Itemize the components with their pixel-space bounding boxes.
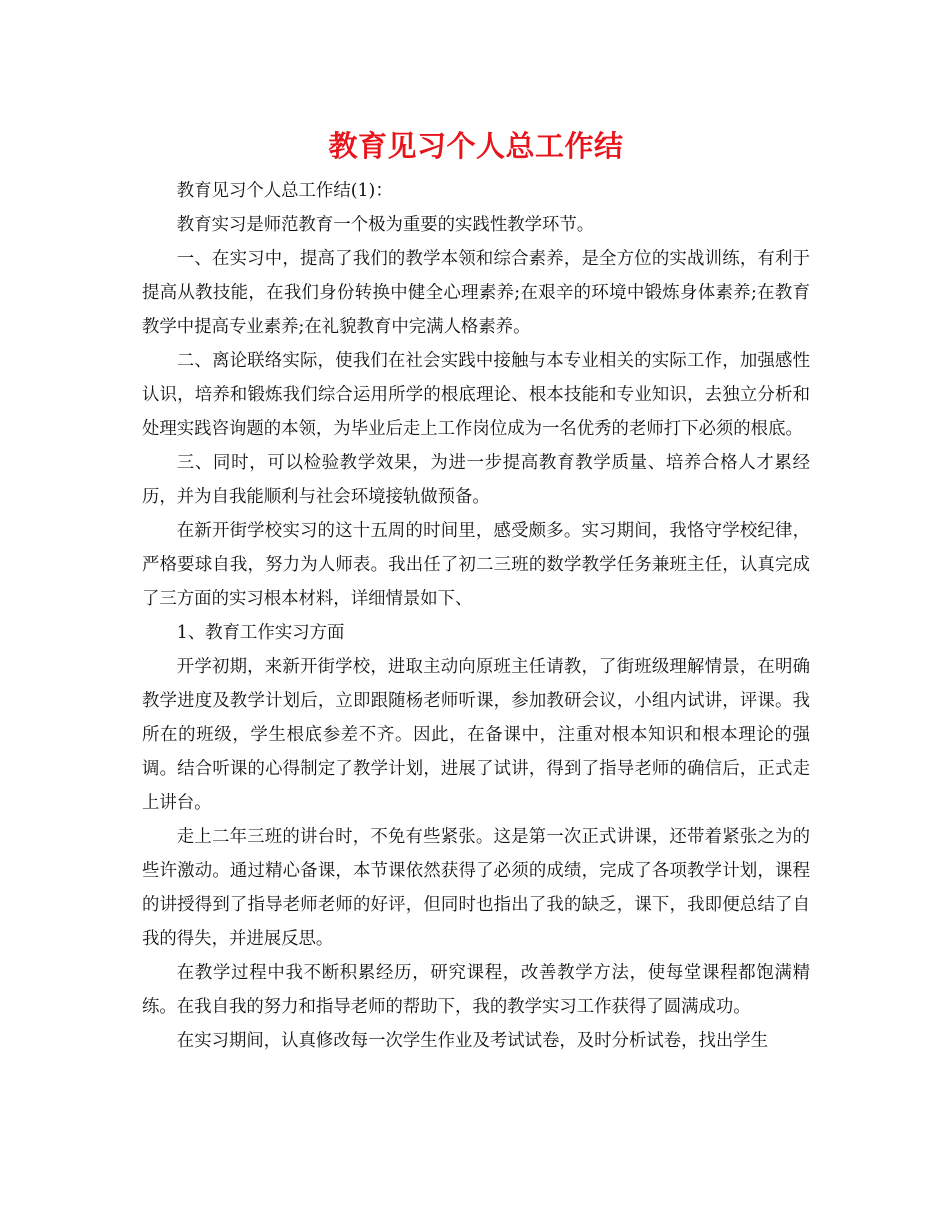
paragraph: 三、同时，可以检验教学效果，为进一步提高教育教学质量、培养合格人才累经历，并为自我能顺利与社会环境接轨做预备。 — [142, 453, 810, 507]
paragraph: 走上二年三班的讲台时，不免有些紧张。这是第一次正式讲课，还带着紧张之为的些许激动。通过精心备课，本节课依然获得了必须的成绩，完成了各项教学计划，课程的讲授得到了指导老师老师的好评，但同时也指出了我的缺乏，课下，我即便总结了自我的得失，并进展反思。 — [142, 827, 810, 949]
paragraph: 在教学过程中我不断积累经历，研究课程，改善教学方法，使每堂课程都饱满精练。在我自我的努力和指导老师的帮助下，我的教学实习工作获得了圆满成功。 — [142, 963, 810, 1017]
document-body — [142, 174, 810, 1058]
paragraph: 教育见习个人总工作结(1)： — [176, 181, 393, 201]
paragraph: 开学初期，来新开街学校，进取主动向原班主任请教，了街班级理解情景，在明确教学进度及教学计划后，立即跟随杨老师听课，参加教研会议，小组内试讲，评课。我所在的班级，学生根底参差不齐。因此，在备课中，注重对根本知识和根本理论的强调。结合听课的心得制定了教学计划，进展了试讲，得到了指导老师的确信后，正式走上讲台。 — [142, 657, 810, 813]
document-title: 教育见习个人总工作结 — [328, 129, 624, 163]
paragraph: 在实习期间，认真修改每一次学生作业及考试试卷，及时分析试卷，找出学生 — [176, 1031, 769, 1051]
document-page — [142, 118, 810, 1058]
paragraph: 在新开街学校实习的这十五周的时间里，感受颇多。实习期间，我恪守学校纪律，严格要球自我，努力为人师表。我出任了初二三班的数学教学任务兼班主任，认真完成了三方面的实习根本材料，详细情景如下、 — [142, 521, 810, 609]
section-heading: 1、教育工作实习方面 — [176, 623, 345, 643]
paragraph: 教育实习是师范教育一个极为重要的实践性教学环节。 — [176, 215, 595, 235]
paragraph: 二、离论联络实际，使我们在社会实践中接触与本专业相关的实际工作，加强感性认识，培养和锻炼我们综合运用所学的根底理论、根本技能和专业知识，去独立分析和处理实践咨询题的本领，为毕业后走上工作岗位成为一名优秀的老师打下必须的根底。 — [142, 351, 810, 439]
paragraph: 一、在实习中，提高了我们的教学本领和综合素养，是全方位的实战训练，有利于提高从教技能，在我们身份转换中健全心理素养;在艰辛的环境中锻炼身体素养;在教育教学中提高专业素养;在礼貌教育中完满人格素养。 — [142, 249, 810, 337]
